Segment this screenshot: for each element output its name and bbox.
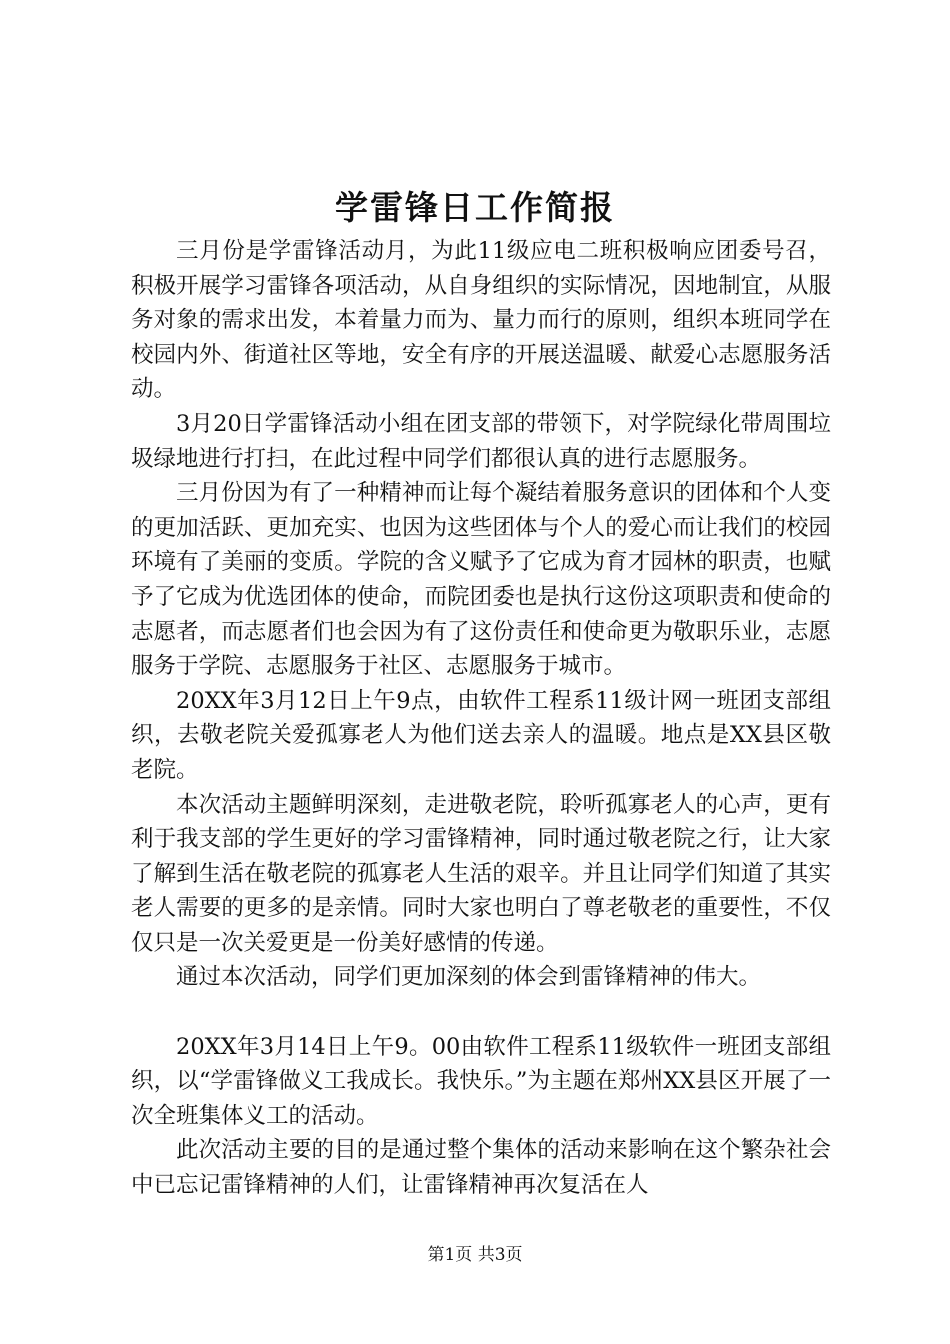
paragraph-1: 三月份是学雷锋活动月，为此11级应电二班积极响应团委号召，积极开展学习雷锋各项活动，从自身组织的实际情况，因地制宜，从服务对象的需求出发，本着量力而为、量力而行的原则，组织本班同学在校园内外、街道社区等地，安全有序的开展送温暖、献爱心志愿服务活动。	[131, 238, 831, 403]
document-title: 学雷锋日工作简报	[335, 188, 615, 227]
document-body	[131, 234, 831, 1203]
paragraph-8: 此次活动主要的目的是通过整个集体的活动来影响在这个繁杂社会中已忘记雷锋精神的人们，让雷锋精神再次复活在人	[131, 1137, 831, 1199]
paragraph-4: 20XX年3月12日上午9点，由软件工程系11级计网一班团支部组织，去敬老院关爱孤寡老人为他们送去亲人的温暖。地点是XX县区敬老院。	[131, 687, 831, 783]
page-footer: 第1页 共3页	[427, 1245, 523, 1265]
paragraph-3: 三月份因为有了一种精神而让每个凝结着服务意识的团体和个人变的更加活跃、更加充实、也因为这些团体与个人的爱心而让我们的校园环境有了美丽的变质。学院的含义赋予了它成为育才园林的职责，也赋予了它成为优选团体的使命，而院团委也是执行这份这项职责和使命的志愿者，而志愿者们也会因为有了这份责任和使命更为敬职乐业，志愿服务于学院、志愿服务于社区、志愿服务于城市。	[131, 480, 831, 680]
paragraph-2: 3月20日学雷锋活动小组在团支部的带领下，对学院绿化带周围垃圾绿地进行打扫，在此过程中同学们都很认真的进行志愿服务。	[131, 410, 831, 472]
paragraph-7: 20XX年3月14日上午9。00由软件工程系11级软件一班团支部组织，以“学雷锋做义工我成长。我快乐。”为主题在郑州XX县区开展了一次全班集体义工的活动。	[131, 1033, 831, 1129]
paragraph-6: 通过本次活动，同学们更加深刻的体会到雷锋精神的伟大。	[176, 964, 762, 991]
paragraph-5: 本次活动主题鲜明深刻，走进敬老院，聆听孤寡老人的心声，更有利于我支部的学生更好的学习雷锋精神，同时通过敬老院之行，让大家了解到生活在敬老院的孤寡老人生活的艰辛。并且让同学们知道了其实老人需要的更多的是亲情。同时大家也明白了尊老敬老的重要性，不仅仅只是一次关爱更是一份美好感情的传递。	[131, 791, 831, 956]
